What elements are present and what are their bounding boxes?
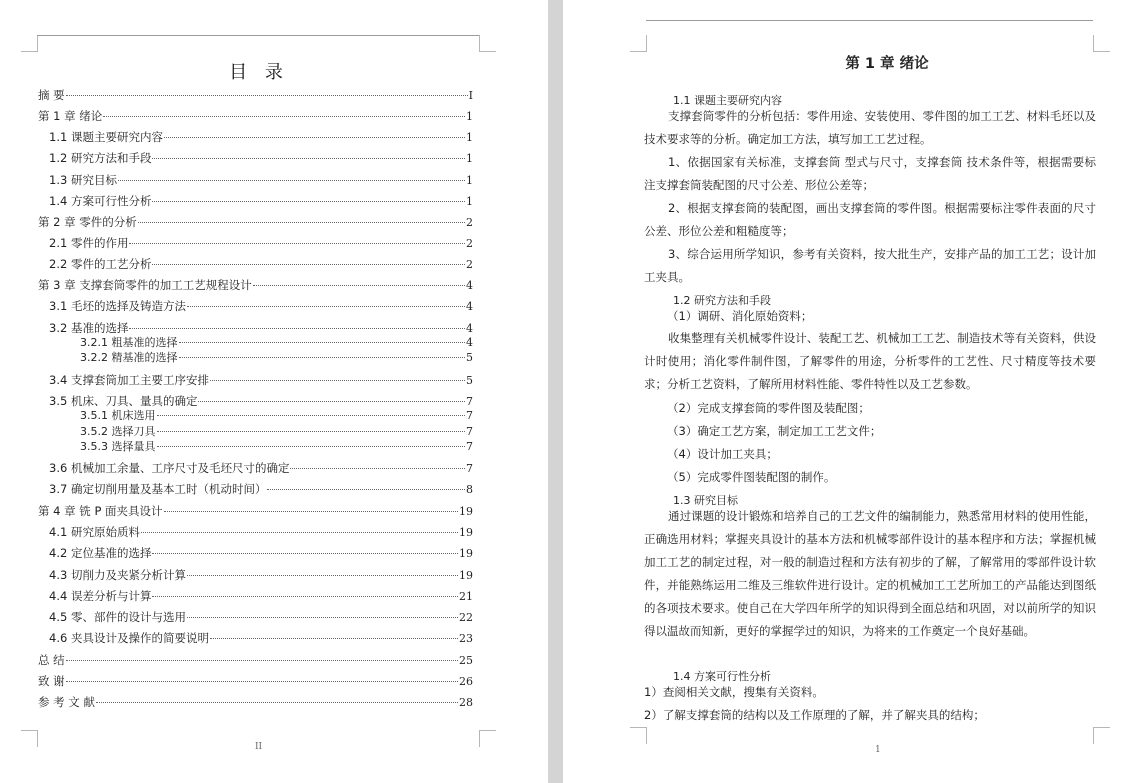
toc-entry-label: 3.4 支撑套筒加工主要工序安排 [49,373,209,387]
toc-entry-label: 3.7 确定切削用量及基本工时（机动时间） [49,482,267,496]
toc-entry-label: 4.5 零、部件的设计与选用 [49,610,186,624]
section-heading: 1.2 研究方法和手段 [673,294,771,307]
toc-entry-label: 4.2 定位基准的选择 [49,546,152,560]
page-corner-mark [479,730,496,747]
toc-entry[interactable] [49,194,473,209]
toc-leader [129,328,465,329]
toc-entry-page: 19 [459,569,473,582]
toc-entry-page: 19 [459,505,473,518]
toc-entry[interactable] [38,278,473,293]
toc-leader [152,201,465,202]
toc-entry-label: 2.1 零件的作用 [49,236,129,250]
list-item: 1）查阅相关文献，搜集有关资料。 [644,685,824,699]
toc-leader [66,681,458,682]
toc-leader [118,180,465,181]
list-item: （4）设计加工夹具； [667,447,778,461]
section-heading: 1.1 课题主要研究内容 [673,94,782,107]
toc-entry-label: 3.2.2 精基准的选择 [80,351,178,364]
toc-entry[interactable] [49,321,473,336]
toc-entry[interactable] [38,653,473,668]
toc-entry[interactable] [49,130,473,145]
toc-entry[interactable] [49,299,473,314]
toc-entry-page: 4 [466,322,473,335]
toc-entry-label: 3.2.1 粗基准的选择 [80,336,178,349]
toc-entry-label: 4.4 误差分析与计算 [49,589,152,603]
toc-leader [66,95,468,96]
toc-entry[interactable] [80,409,473,422]
toc-entry[interactable] [49,151,473,166]
toc-entry-label: 第 3 章 支撑套筒零件的加工工艺规程设计 [38,278,252,292]
toc-leader [187,575,458,576]
list-item: （5）完成零件图装配图的制作。 [667,470,836,484]
toc-entry-label: 致 谢 [38,674,65,688]
toc-entry-page: 7 [466,395,473,408]
toc-entry-page: 2 [466,237,473,250]
toc-entry[interactable] [38,504,473,519]
toc-entry-page: 1 [466,131,473,144]
toc-entry-label: 1.1 课题主要研究内容 [49,130,163,144]
toc-entry[interactable] [49,394,473,409]
page-number: 1 [875,745,881,755]
toc-entry-label: 参 考 文 献 [38,695,95,709]
toc-entry-label: 3.6 机械加工余量、工序尺寸及毛坯尺寸的确定 [49,461,290,475]
toc-entry[interactable] [38,674,473,689]
toc-entry[interactable] [49,568,473,583]
toc-entry-label: 第 4 章 铣 P 面夹具设计 [38,504,163,518]
page-gap [548,0,563,783]
toc-entry-page: 25 [459,654,473,667]
toc-entry-label: 摘 要 [38,88,65,102]
toc-entry[interactable] [49,461,473,476]
page-corner-mark [630,727,647,744]
list-item: 2）了解支撑套筒的结构以及工作原理的了解，并了解夹具的结构； [644,708,985,722]
toc-entry-page: 4 [466,279,473,292]
toc-leader [198,401,465,402]
toc-entry[interactable] [49,631,473,646]
toc-entry[interactable] [49,589,473,604]
toc-entry-label: 4.1 研究原始质料 [49,525,140,539]
toc-leader [157,446,466,447]
toc-leader [96,702,458,703]
chapter-page [563,0,1121,783]
toc-leader [210,638,458,639]
body-paragraph: 支撑套筒零件的分析包括：零件用途、安装使用、零件图的加工工艺、材料毛坯以及技术要求等的分析。确定加工方法，填写加工工艺过程。 [644,109,1096,146]
page-corner-mark [21,730,38,747]
toc-entry[interactable] [49,236,473,251]
toc-entry-page: 7 [466,440,473,453]
toc-entry-page: I [468,89,473,102]
toc-entry[interactable] [80,336,473,349]
toc-entry[interactable] [49,482,473,497]
toc-leader [253,285,465,286]
toc-leader [152,596,458,597]
page-corner-mark [1093,35,1110,52]
chapter-title: 第 1 章 绪论 [845,56,929,72]
toc-entry-label: 4.6 夹具设计及操作的简要说明 [49,631,209,645]
toc-entry-label: 第 1 章 绪论 [38,109,103,123]
toc-entry-label: 2.2 零件的工艺分析 [49,257,152,271]
toc-leader [129,243,465,244]
section-heading: 1.4 方案可行性分析 [673,670,771,683]
toc-entry-page: 7 [466,409,473,422]
toc-entry-page: 1 [466,174,473,187]
toc-leader [210,380,465,381]
toc-entry-page: 5 [466,374,473,387]
toc-leader [152,264,465,265]
toc-entry-label: 3.5.1 机床选用 [80,409,156,422]
toc-leader [267,489,465,490]
toc-entry-page: 21 [459,590,473,603]
toc-entry[interactable] [49,373,473,388]
toc-leader [141,532,458,533]
toc-entry-label: 第 2 章 零件的分析 [38,215,137,229]
toc-entry-label: 1.2 研究方法和手段 [49,151,152,165]
toc-entry-label: 1.4 方案可行性分析 [49,194,152,208]
toc-entry[interactable] [80,351,473,364]
toc-entry-label: 3.5.2 选择刀具 [80,425,156,438]
toc-entry[interactable] [49,525,473,540]
toc-entry-page: 1 [466,152,473,165]
toc-entry-page: 22 [459,611,473,624]
toc-entry-page: 23 [459,632,473,645]
toc-leader [164,511,458,512]
toc-entry-page: 1 [466,110,473,123]
toc-entry-page: 4 [466,336,473,349]
toc-leader [187,617,458,618]
body-paragraph: 收集整理有关机械零件设计、装配工艺、机械加工工艺、制造技术等有关资料，供设计时使用；消化零件制件图，了解零件的用途，分析零件的工艺性、尺寸精度等技术要求；分析工艺资料，了解所用材料性能、零件特性以及工艺参数。 [644,331,1096,391]
toc-entry-label: 3.1 毛坯的选择及铸造方法 [49,299,186,313]
header-rule [646,20,1093,21]
toc-leader [152,553,458,554]
toc-entry-page: 7 [466,425,473,438]
body-paragraph: 1、依据国家有关标准，支撑套筒 型式与尺寸，支撑套筒 技术条件等，根据需要标注支撑套筒装配图的尺寸公差、形位公差等； [644,155,1096,192]
toc-leader [179,357,466,358]
toc-entry[interactable] [49,610,473,625]
toc-entry-label: 3.2 基准的选择 [49,321,129,335]
toc-entry-label: 1.3 研究目标 [49,173,117,187]
page-corner-mark [630,35,647,52]
toc-entry-page: 2 [466,258,473,271]
toc-leader [157,415,466,416]
toc-entry[interactable] [38,215,473,230]
page-corner-mark [1093,727,1110,744]
toc-entry-label: 3.5 机床、刀具、量具的确定 [49,394,198,408]
toc-leader [187,306,465,307]
toc-entry-label: 总 结 [38,653,65,667]
list-item: （2）完成支撑套筒的零件图及装配图； [667,401,870,415]
toc-entry[interactable] [80,440,473,453]
list-item: （3）确定工艺方案，制定加工工艺文件； [667,424,882,438]
toc-leader [157,431,466,432]
toc-leader [103,116,465,117]
header-rule [37,35,479,36]
body-paragraph: 通过课题的设计锻炼和培养自己的工艺文件的编制能力，熟悉常用材料的使用性能，正确选用材料；掌握夹具设计的基本方法和机械零部件设计的基本程序和方法；掌握机械加工工艺的制定过程，对一般的制造过程和方法有初步的了解，了解常用的零部件设计软件，并能熟练运用二维及三维软件进行设计。定的机械加工工艺所加工的产品能达到图纸的各项技术要求。使自己在大学四年所学的知识得到全面总结和巩固，对以前所学的知识得以温故而知新，更好的掌握学过的知识，为将来的工作奠定一个良好基础。 [644,509,1096,638]
toc-leader [164,137,465,138]
section-heading: 1.3 研究目标 [673,494,738,507]
toc-entry-page: 19 [459,547,473,560]
toc-entry-label: 4.3 切削力及夹紧分析计算 [49,568,186,582]
toc-entry-page: 4 [466,300,473,313]
toc-entry[interactable] [49,546,473,561]
toc-entry-page: 2 [466,216,473,229]
body-paragraph: 2、根据支撑套筒的装配图，画出支撑套筒的零件图。根据需要标注零件表面的尺寸公差、形位公差和粗糙度等； [644,201,1096,238]
toc-leader [152,158,465,159]
toc-entry[interactable] [38,109,473,124]
toc-entry-label: 3.5.3 选择量具 [80,440,156,453]
page-corner-mark [21,35,38,52]
toc-entry[interactable] [38,695,473,710]
toc-entry-page: 5 [466,351,473,364]
page-corner-mark [479,35,496,52]
toc-entry-page: 1 [466,195,473,208]
body-paragraph: 3、综合运用所学知识，参考有关资料，按大批生产，安排产品的加工工艺；设计加工夹具。 [644,247,1096,284]
list-item: （1）调研、消化原始资料； [667,309,813,323]
toc-leader [290,468,465,469]
toc-leader [66,660,458,661]
toc-leader [179,342,466,343]
toc-entry-page: 26 [459,675,473,688]
toc-page [0,0,548,783]
toc-entry-page: 28 [459,696,473,709]
toc-leader [138,222,465,223]
toc-entry-page: 19 [459,526,473,539]
toc-entry[interactable] [38,88,473,103]
toc-entry[interactable] [49,173,473,188]
toc-entry-page: 8 [466,483,473,496]
toc-entry[interactable] [49,257,473,272]
toc-entry[interactable] [80,425,473,438]
toc-title: 目 录 [229,62,289,83]
page-number: II [255,742,263,752]
toc-entry-page: 7 [466,462,473,475]
